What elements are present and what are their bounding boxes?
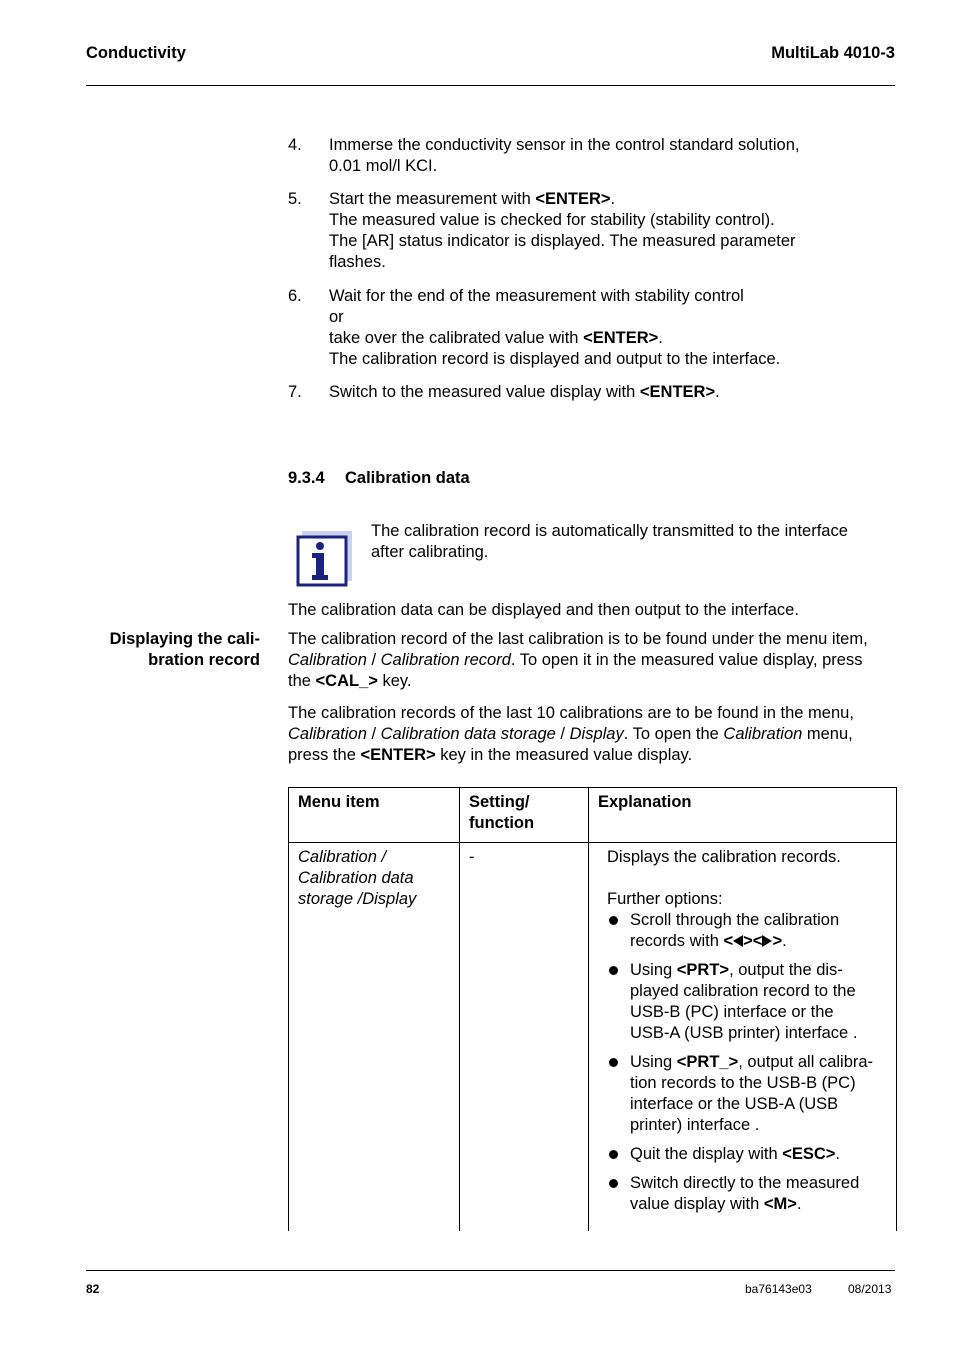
- step-text: The calibration record is displayed and output to the interface.: [329, 350, 781, 368]
- step-text: or: [329, 308, 344, 326]
- column-header: Menu item: [289, 788, 460, 843]
- list-item: Scroll through the calibration records with < >< >.: [607, 910, 888, 952]
- running-header-left: Conductivity: [86, 44, 186, 62]
- step-6: [288, 286, 895, 370]
- header-rule: [86, 85, 895, 86]
- step-number: 5.: [288, 190, 302, 208]
- menu-path: Calibration: [288, 651, 367, 669]
- column-header: Explanation: [589, 788, 897, 843]
- step-number: 7.: [288, 383, 302, 401]
- intro-paragraph: The calibration data can be displayed and then output to the interface.: [288, 601, 799, 619]
- paragraph-calibration-record: The calibration record of the last calibration is to be found under the menu item, Calibration / Calibration record. To open it in the measured value display, press the <CAL_> key.: [288, 630, 868, 690]
- options-list: [607, 910, 888, 1215]
- enter-key-label: <ENTER>: [535, 190, 611, 208]
- right-arrow-icon: [762, 935, 772, 947]
- footer-rule: [86, 1270, 895, 1271]
- explanation-cell: Displays the calibration records. Further options: Scroll through the calibration records with < >< >. Using <PRT>, output the dis- played calibration record to the USB-B (PC) interface or the USB-A (USB printer) interface . Using <PRT_>, output all calibra- tion records to the USB-B (PC) interface or the USB-A (USB printer) interface . Quit the display with <ESC>. Switch directly to the measured value display with <M>.: [589, 843, 897, 1232]
- document-id: ba76143e03: [745, 1282, 812, 1296]
- bullet-icon: [609, 1150, 618, 1159]
- bullet-icon: [609, 966, 618, 975]
- step-text: flashes.: [329, 253, 386, 271]
- list-item: Using <PRT_>, output all calibra- tion records to the USB-B (PC) interface or the USB-A (USB printer) interface .: [607, 1052, 888, 1136]
- menu-path: Calibration record: [380, 651, 511, 669]
- info-icon: [296, 531, 352, 587]
- sidebar-heading: Displaying the cali- bration record: [109, 630, 260, 669]
- setting-cell: -: [460, 843, 589, 1232]
- menu-path: Display: [569, 725, 624, 743]
- enter-key-label: <ENTER>: [639, 383, 716, 401]
- info-note: The calibration record is automatically transmitted to the interface after calibrating.: [371, 522, 848, 561]
- step-text: The measured value is checked for stability (stability control).: [329, 211, 775, 229]
- step-number: 4.: [288, 136, 302, 154]
- step-number: 6.: [288, 287, 302, 305]
- list-item: Using <PRT>, output the dis- played calibration record to the USB-B (PC) interface or the USB-A (USB printer) interface .: [607, 960, 888, 1044]
- section-number: 9.3.4: [288, 469, 325, 487]
- menu-path: Calibration: [288, 725, 367, 743]
- bullet-icon: [609, 1179, 618, 1188]
- step-text: Switch to the measured value display with <ENTER>.: [329, 383, 720, 401]
- table-row: [289, 843, 897, 1232]
- paragraph-calibration-storage: The calibration records of the last 10 calibrations are to be found in the menu, Calibration / Calibration data storage / Display. To open the Calibration menu, press the <ENTER> key in the measured value display.: [288, 704, 854, 764]
- bullet-icon: [609, 1058, 618, 1067]
- step-4: [288, 135, 895, 177]
- step-7: [288, 382, 895, 403]
- list-item: Quit the display with <ESC>.: [607, 1144, 888, 1165]
- list-item: Switch directly to the measured value display with <M>.: [607, 1173, 888, 1215]
- bullet-icon: [609, 916, 618, 925]
- running-header-right: MultiLab 4010-3: [771, 44, 895, 62]
- menu-path: Calibration: [723, 725, 803, 743]
- left-arrow-icon: [733, 935, 743, 947]
- menu-table: [288, 787, 897, 1231]
- column-header: Setting/ function: [460, 788, 589, 843]
- step-text: take over the calibrated value with <ENTER>.: [329, 329, 663, 347]
- step-5: [288, 189, 895, 273]
- step-text: 0.01 mol/l KCI.: [329, 157, 438, 175]
- step-text: Start the measurement with <ENTER>.: [329, 190, 616, 208]
- menu-path: Calibration data storage: [380, 725, 556, 743]
- step-text: The [AR] status indicator is displayed. The measured parameter: [329, 232, 796, 250]
- menu-item-cell: Calibration / Calibration data storage /Display: [289, 843, 460, 1232]
- document-date: 08/2013: [848, 1282, 892, 1296]
- enter-key-label: <ENTER>: [583, 329, 659, 347]
- step-text: Wait for the end of the measurement with stability control: [329, 287, 744, 305]
- page-number: 82: [86, 1282, 100, 1296]
- table-header-row: [289, 788, 897, 843]
- section-heading: [288, 468, 470, 489]
- enter-key-label: <ENTER>: [360, 746, 436, 764]
- step-text: Immerse the conductivity sensor in the control standard solution,: [329, 136, 800, 154]
- section-title: Calibration data: [345, 469, 470, 487]
- cal-key-label: <CAL_>: [315, 672, 378, 690]
